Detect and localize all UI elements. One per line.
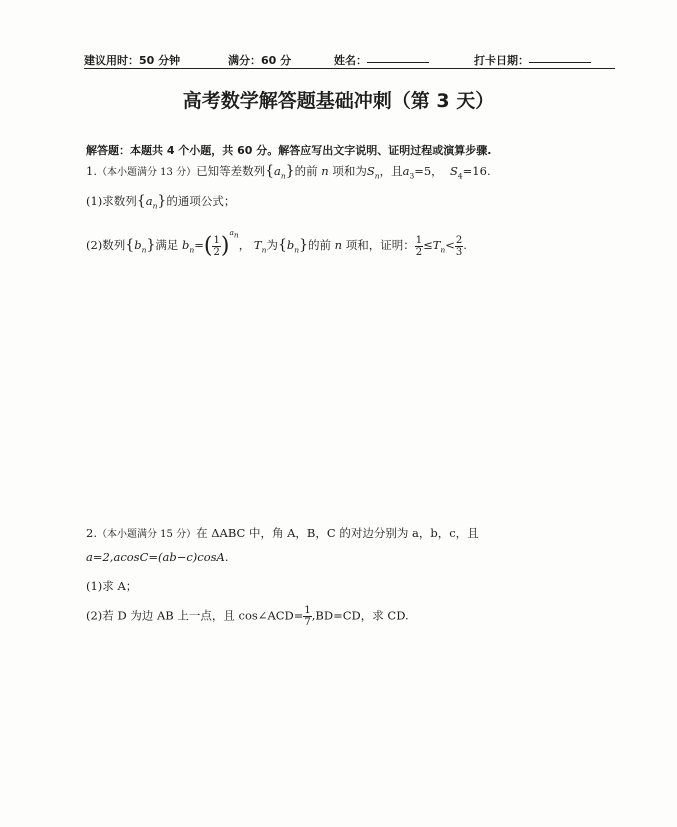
worksheet-header [84, 52, 615, 68]
name-blank[interactable] [367, 52, 429, 63]
q2-part1: (1)求 A； [86, 579, 138, 593]
page-title: 高考数学解答题基础冲刺（第 3 天） [182, 90, 495, 112]
name-field: 姓名： [334, 52, 367, 68]
date-blank[interactable] [529, 52, 591, 63]
q2-part2: (2)若 D 为边 AB 上一点，且 cos∠ACD= $\frac{1}{7}$ ,BD=CD，求 CD. [86, 605, 409, 628]
checkin-date-field: 打卡日期： [474, 52, 529, 68]
q1-part2: (2)数列$\{b_n\}$满足 $b_n=$( $\frac{1}{2}$ )$^{a_n}$， $T_n$为$\{b_n\}$的前 n 项和，证明： $\frac{1}{2}$ $\le T_n<$ $\frac{2}{3}$ . [86, 228, 467, 259]
q2-given: a=2,acosC=(ab−c)cosA. [86, 550, 229, 564]
instructions: 解答题：本题共 4 个小题，共 60 分。解答应写出文字说明、证明过程或演算步骤. [86, 144, 492, 157]
q1-part1: (1)求数列$\{a_n\}$的通项公式； [86, 193, 236, 211]
full-score: 满分：60 分 [228, 54, 292, 67]
header-divider [84, 68, 615, 69]
q1-stem: 1.（本小题满分 13 分）已知等差数列$\{a_n\}$的前 n 项和为$S_n$，且$a_3=5$， $S_4=16$. [86, 163, 491, 181]
q2-stem: 2.（本小题满分 15 分）在 ΔABC 中，角 A，B，C 的对边分别为 a，b，c，且 [86, 526, 479, 540]
suggested-time: 建议用时：50 分钟 [84, 54, 181, 67]
